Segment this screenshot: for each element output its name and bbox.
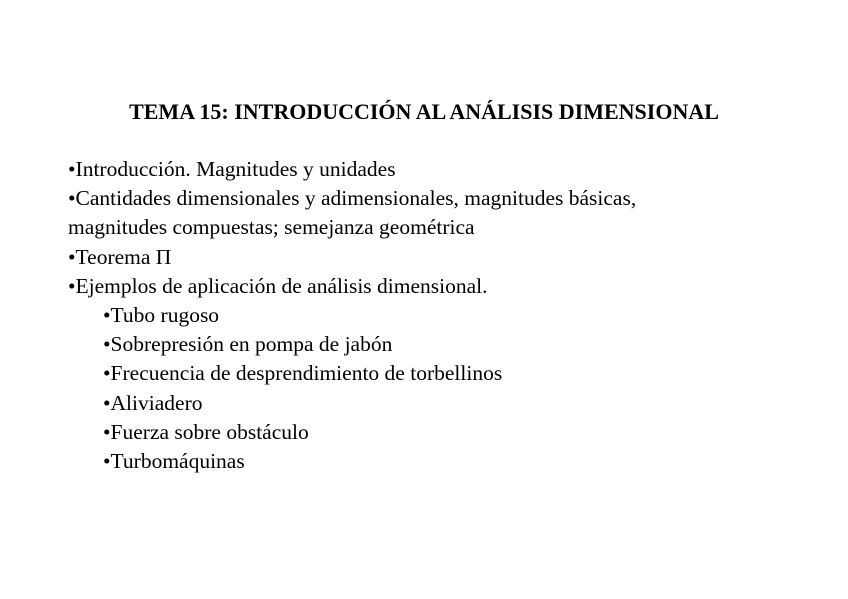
bullet: • — [103, 390, 111, 415]
subitem-text: Turbomáquinas — [110, 449, 245, 474]
list-item — [68, 184, 828, 213]
bullet: • — [103, 361, 111, 386]
list-item — [68, 155, 828, 184]
subitem-text: Aliviadero — [110, 390, 203, 415]
item-text: Cantidades dimensionales y adimensionales, magnitudes básicas, — [75, 186, 637, 211]
list-item-continuation — [68, 213, 828, 242]
sub-list-item — [68, 389, 828, 418]
subitem-text: Fuerza sobre obstáculo — [110, 419, 309, 444]
bullet: • — [103, 449, 111, 474]
list-item — [68, 272, 828, 301]
sub-list-item — [68, 418, 828, 447]
bullet: • — [68, 273, 76, 298]
topic-list — [68, 155, 828, 476]
subitem-text: Sobrepresión en pompa de jabón — [110, 332, 393, 357]
item-text: magnitudes compuestas; semejanza geométrica — [68, 215, 475, 240]
bullet: • — [68, 244, 76, 269]
sub-list-item — [68, 359, 828, 388]
list-item — [68, 243, 828, 272]
sub-list-item — [68, 330, 828, 359]
item-text: Teorema Π — [75, 244, 172, 269]
subitem-text: Frecuencia de desprendimiento de torbellinos — [110, 361, 503, 386]
bullet: • — [103, 332, 111, 357]
bullet: • — [68, 186, 76, 211]
item-text: Ejemplos de aplicación de análisis dimensional. — [75, 273, 488, 298]
item-text: Introducción. Magnitudes y unidades — [75, 157, 396, 181]
sub-list-item — [68, 301, 828, 330]
bullet: • — [103, 303, 111, 328]
subitem-text: Tubo rugoso — [110, 303, 220, 328]
bullet: • — [68, 157, 76, 181]
page-title: TEMA 15: INTRODUCCIÓN AL ANÁLISIS DIMENSIONAL — [129, 99, 719, 124]
sub-list-item — [68, 447, 828, 476]
bullet: • — [103, 419, 111, 444]
